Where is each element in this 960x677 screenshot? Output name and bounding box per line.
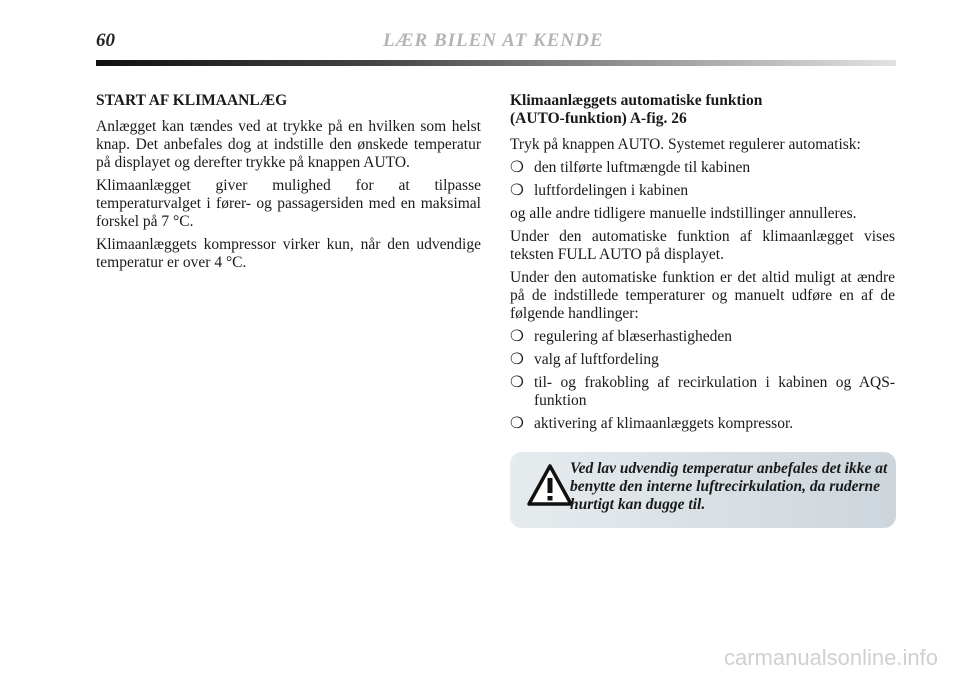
list-item: [510, 415, 895, 433]
paragraph: Tryk på knappen AUTO. Systemet regulerer automatisk:: [510, 136, 861, 153]
running-header-title: LÆR BILEN AT KENDE: [383, 30, 604, 51]
list-item-text: valg af luftfordeling: [534, 351, 659, 368]
list-item-text: den tilførte luftmængde til kabinen: [534, 159, 751, 176]
paragraph: Anlægget kan tændes ved at trykke på en hvilken som helst knap. Det anbefales dog at indstille den ønskede temperatur på displayet og derefter trykke på knappen AUTO.: [96, 118, 481, 171]
bullet-circle-icon: ❍: [510, 182, 524, 199]
warning-triangle-icon: [526, 463, 574, 507]
bullet-circle-icon: ❍: [510, 415, 524, 432]
warning-box: [510, 452, 896, 528]
list-item-text: til- og frakobling af recirkulation i kabinen og AQS-funktion: [534, 374, 895, 409]
section-heading-start: START AF KLIMAANLÆG: [96, 92, 288, 109]
page-number: 60: [96, 30, 115, 51]
right-column: [510, 92, 895, 438]
list-item: [510, 159, 895, 177]
list-item-text: regulering af blæserhastigheden: [534, 328, 732, 345]
paragraph: Klimaanlægget giver mulighed for at tilpasse temperaturvalget i fører- og passagersiden med en maksimal forskel på 7 °C.: [96, 177, 481, 230]
list-item-text: aktivering af klimaanlæggets kompressor.: [534, 415, 794, 432]
list-item: [510, 182, 895, 200]
left-column: [96, 92, 481, 277]
bullet-circle-icon: ❍: [510, 328, 524, 345]
bullet-circle-icon: ❍: [510, 374, 524, 391]
paragraph: Klimaanlæggets kompressor virker kun, når den udvendige temperatur er over 4 °C.: [96, 236, 481, 271]
list-item-text: luftfordelingen i kabinen: [534, 182, 689, 199]
warning-text: Ved lav udvendig temperatur anbefales det ikke at benytte den interne luftrecirkulation, da ruderne hurtigt kan dugge til.: [570, 460, 888, 513]
list-item: [510, 328, 895, 346]
paragraph: og alle andre tidligere manuelle indstillinger annulleres.: [510, 205, 857, 222]
bullet-circle-icon: ❍: [510, 159, 524, 176]
watermark: carmanualsonline.info: [723, 645, 938, 670]
list-item: [510, 351, 895, 369]
heading-line-2: (AUTO-funktion) A-fig. 26: [510, 110, 687, 127]
header-rule: [96, 60, 896, 66]
bullet-circle-icon: ❍: [510, 351, 524, 368]
list-item: [510, 374, 895, 410]
paragraph: Under den automatiske funktion af klimaanlægget vises teksten FULL AUTO på displayet.: [510, 228, 895, 263]
paragraph: Under den automatiske funktion er det altid muligt at ændre på de indstillede temperaturer og manuelt udføre en af de følgende handlinger:: [510, 269, 895, 322]
section-heading-auto: [510, 92, 895, 128]
heading-line-1: Klimaanlæggets automatiske funktion: [510, 92, 763, 109]
